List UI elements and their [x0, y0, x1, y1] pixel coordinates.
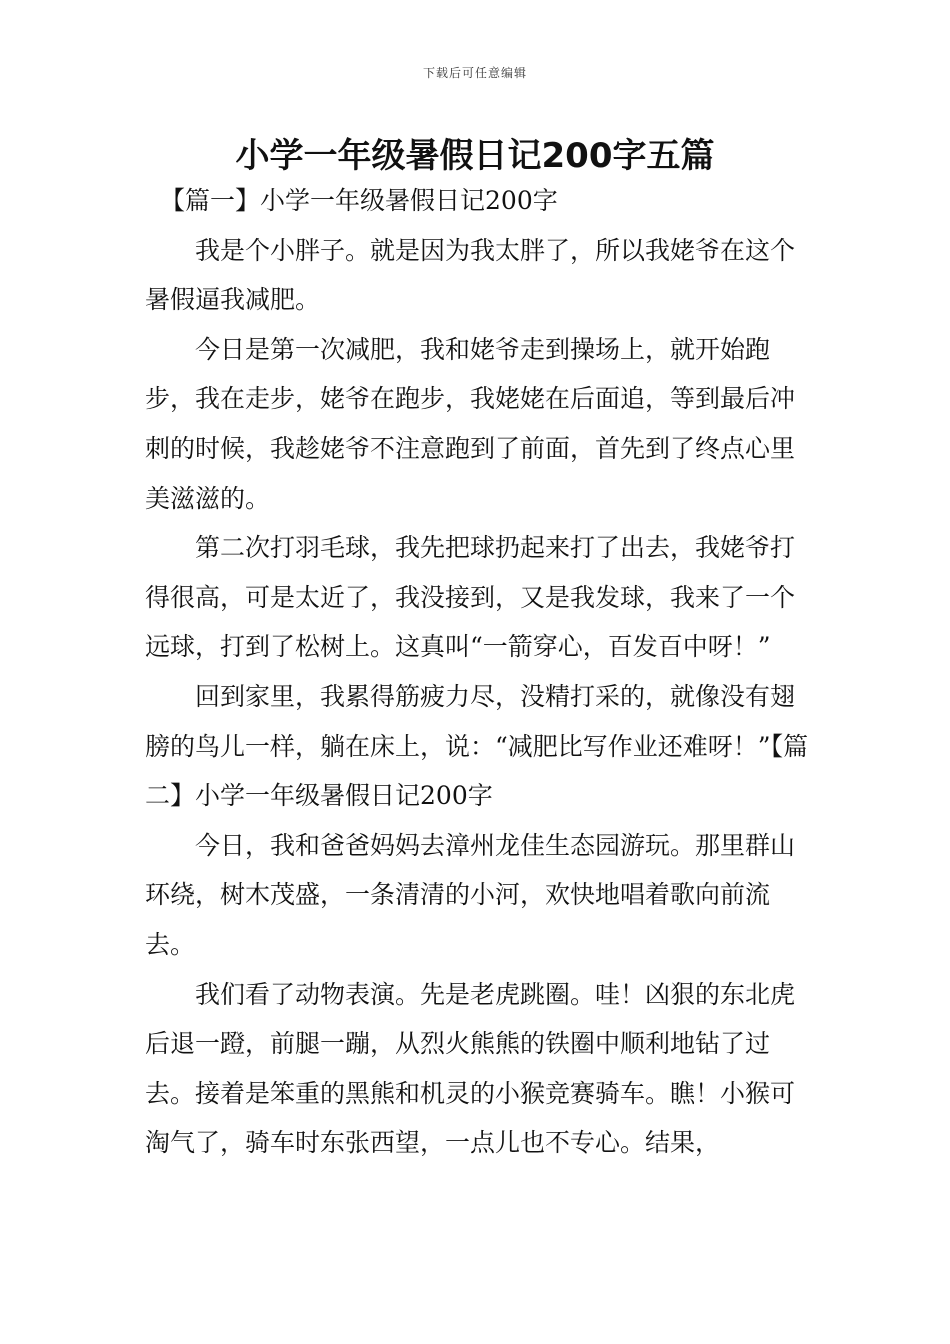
- paragraph: 今日，我和爸爸妈妈去漳州龙佳生态园游玩。那里群山环绕，树木茂盛，一条清清的小河，欢快地唱着歌向前流去。: [145, 830, 796, 959]
- header-note: 下载后可任意编辑: [422, 66, 527, 80]
- document-body: [145, 176, 810, 1168]
- paragraph: 我是个小胖子。就是因为我太胖了，所以我姥爷在这个暑假逼我减肥。: [145, 235, 796, 315]
- section-heading: 【篇一】小学一年级暑假日记200字: [160, 186, 558, 215]
- paragraph: 回到家里，我累得筋疲力尽，没精打采的，就像没有翅膀的鸟儿一样，躺在床上，说：“减肥比写作业还难呀！”【篇二】小学一年级暑假日记200字: [145, 681, 809, 811]
- paragraph: 今日是第一次减肥，我和姥爷走到操场上，就开始跑步，我在走步，姥爷在跑步，我姥姥在后面追，等到最后冲刺的时候，我趁姥爷不注意跑到了前面，首先到了终点心里美滋滋的。: [145, 334, 796, 513]
- document-title: 小学一年级暑假日记200字五篇: [235, 136, 715, 176]
- paragraph: 第二次打羽毛球，我先把球扔起来打了出去，我姥爷打得很高，可是太近了，我没接到，又是我发球，我来了一个远球，打到了松树上。这真叫“一箭穿心，百发百中呀！”: [145, 533, 796, 662]
- paragraph: 我们看了动物表演。先是老虎跳圈。哇！凶狠的东北虎后退一蹬，前腿一蹦，从烈火熊熊的铁圈中顺利地钻了过去。接着是笨重的黑熊和机灵的小猴竞赛骑车。瞧！小猴可淘气了，骑车时东张西望，一点儿也不专心。结果，: [145, 979, 796, 1158]
